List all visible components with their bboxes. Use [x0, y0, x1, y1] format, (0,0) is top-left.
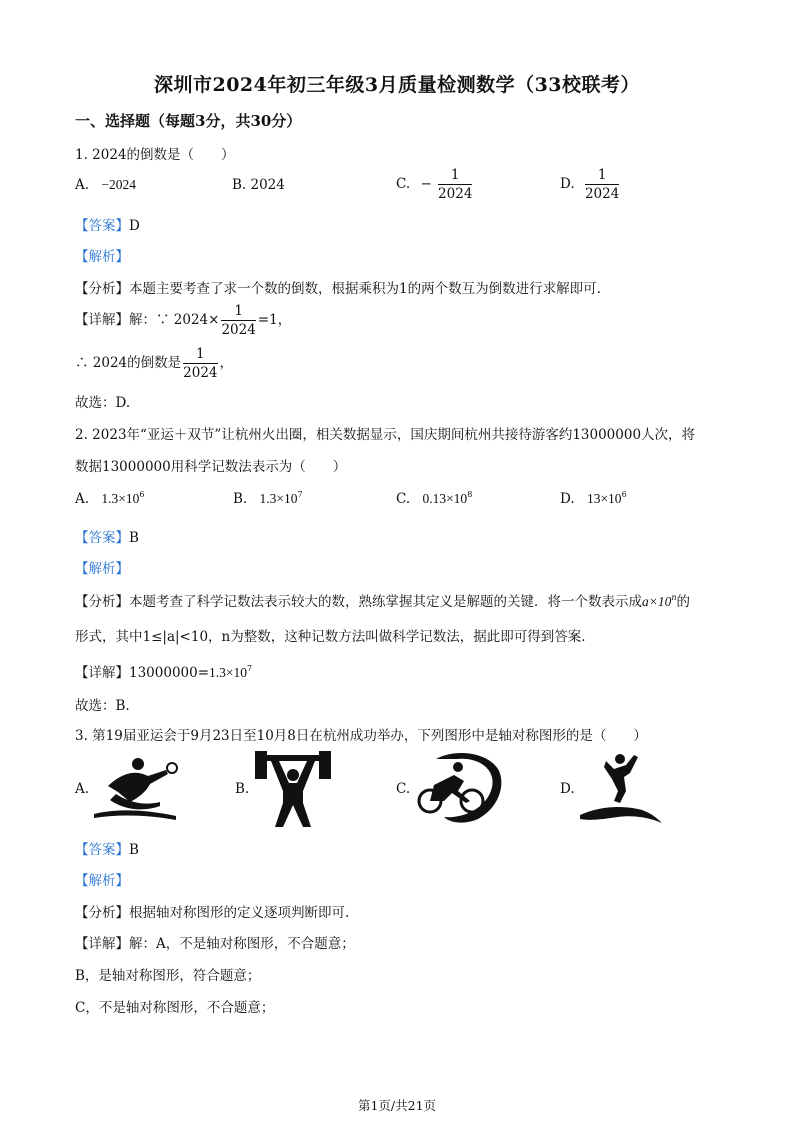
- q1-choose: 故选：D.: [75, 395, 131, 411]
- q2-detail: [75, 661, 252, 681]
- q2-stem-line1: 2. 2023年“亚运＋双节”让杭州火出圈，相关数据显示，国庆期间杭州共接待游客约13000000人次，将: [75, 427, 696, 443]
- q2-detail-pre: 13000000=: [129, 665, 210, 681]
- q2-detail-base: 1.3×10: [209, 665, 248, 680]
- surfer-icon: [578, 747, 663, 827]
- q2-answer-value: B: [129, 530, 139, 546]
- q2-analysis-tag: 【解析】: [75, 561, 129, 577]
- q3-option-b-label: B.: [235, 781, 250, 797]
- q3-analysis-text: 根据轴对称图形的定义逐项判断即可.: [129, 905, 350, 921]
- answer-tag: 【答案】: [75, 218, 129, 234]
- q1-therefore-fraction: [183, 345, 217, 382]
- q2-option-c-exponent: 8: [467, 490, 473, 499]
- q2-analysis-post: 的: [676, 594, 691, 610]
- fraction-denominator: 2024: [183, 365, 218, 381]
- q2-stem-line2: 数据13000000用科学记数法表示为（ ）: [75, 459, 347, 475]
- fenxi-tag: 【分析】: [75, 594, 129, 610]
- detail-tag: 【详解】: [75, 312, 129, 328]
- q2-choose: 故选：B.: [75, 698, 130, 714]
- q1-analysis: [75, 277, 601, 297]
- q2-option-d-exponent: 6: [621, 490, 627, 499]
- q2-option-a-exponent: 6: [139, 490, 145, 499]
- fraction-numerator: 1: [438, 166, 472, 185]
- detail-tag: 【详解】: [75, 665, 129, 681]
- fenxi-tag: 【分析】: [75, 905, 129, 921]
- q3-detail-line1: [75, 932, 355, 952]
- q2-option-c-label: C.: [396, 491, 411, 507]
- q3-option-a-label: A.: [75, 781, 90, 797]
- q1-option-c-label: C.: [396, 176, 411, 192]
- answer-tag: 【答案】: [75, 842, 129, 858]
- q1-option-a-label: A.: [75, 177, 90, 193]
- detail-tag: 【详解】: [75, 936, 129, 952]
- q1-option-d: [560, 166, 621, 203]
- q2-option-b-label: B.: [233, 491, 248, 507]
- page-title: 深圳市2024年初三年级3月质量检测数学（33校联考）: [153, 74, 641, 96]
- q2-analysis-formula-base: a×10: [642, 594, 672, 609]
- q1-option-a-value: −2024: [101, 177, 136, 192]
- q1-detail-pre: 解：∵ 2024×: [129, 312, 220, 328]
- q2-option-a-base: 1.3×10: [101, 491, 140, 506]
- q2-option-d: [560, 490, 627, 507]
- q2-option-a-label: A.: [75, 491, 90, 507]
- q1-therefore: [75, 345, 233, 382]
- q1-stem: 1. 2024的倒数是（ ）: [75, 147, 235, 163]
- q1-option-c-sign: −: [420, 176, 432, 192]
- q1-analysis-tag: 【解析】: [75, 249, 129, 265]
- q2-analysis-line2: 形式，其中1≤|a|<10，n为整数，这种记数方法叫做科学记数法，据此即可得到答案.: [75, 629, 586, 645]
- q3-analysis: [75, 901, 349, 921]
- q2-option-d-base: 13×10: [586, 491, 622, 506]
- q2-analysis-line1: [75, 590, 690, 610]
- q3-detail-line2: B，是轴对称图形，符合题意；: [75, 968, 261, 984]
- q2-analysis-pre: 本题考查了科学记数法表示较大的数，熟练掌握其定义是解题的关键．将一个数表示成: [129, 594, 642, 610]
- q1-therefore-post: ，: [219, 355, 234, 371]
- answer-tag: 【答案】: [75, 530, 129, 546]
- q1-option-c: [396, 166, 474, 203]
- q2-option-d-label: D.: [560, 491, 575, 507]
- fraction-numerator: 1: [183, 345, 217, 364]
- q1-answer: [75, 214, 140, 234]
- q1-option-d-fraction: [585, 166, 619, 203]
- q2-answer: [75, 526, 139, 546]
- q3-detail-text: 解：A，不是轴对称图形，不合题意；: [129, 936, 355, 952]
- fraction-denominator: 2024: [221, 322, 256, 338]
- q3-option-c-label: C.: [396, 781, 411, 797]
- q2-option-b-base: 1.3×10: [259, 491, 298, 506]
- q1-detail-post: =1，: [257, 312, 292, 328]
- cyclist-icon: [414, 747, 504, 827]
- q1-option-c-fraction: [438, 166, 472, 203]
- fraction-denominator: 2024: [584, 186, 620, 202]
- q1-answer-value: D: [129, 218, 140, 234]
- q3-detail-line3: C，不是轴对称图形，不合题意；: [75, 1000, 275, 1016]
- q2-detail-exponent: 7: [247, 664, 253, 673]
- q2-option-c-base: 0.13×10: [422, 491, 468, 506]
- q1-therefore-pre: ∴ 2024的倒数是: [75, 355, 182, 371]
- q2-option-b-exponent: 7: [297, 490, 303, 499]
- q2-analysis-formula-exponent: n: [671, 593, 677, 602]
- page-footer: 第1页/共21页: [357, 1098, 437, 1113]
- q1-analysis-text: 本题主要考查了求一个数的倒数，根据乘积为1的两个数互为倒数进行求解即可.: [129, 281, 601, 297]
- fraction-numerator: 1: [585, 166, 619, 185]
- q2-option-a: [75, 490, 144, 507]
- q2-option-b: [233, 490, 303, 507]
- q3-answer: [75, 838, 139, 858]
- fraction-denominator: 2024: [438, 186, 473, 202]
- q3-option-d-label: D.: [560, 781, 575, 797]
- weightlifter-icon: [253, 745, 333, 830]
- q1-option-b: B. 2024: [232, 177, 285, 193]
- fraction-numerator: 1: [221, 302, 255, 321]
- section-heading: 一、选择题（每题3分，共30分）: [75, 112, 302, 130]
- q3-stem: 3. 第19届亚运会于9月23日至10月8日在杭州成功举办，下列图形中是轴对称图形的是（ ）: [75, 728, 647, 744]
- fenxi-tag: 【分析】: [75, 281, 129, 297]
- q2-option-c: [396, 490, 472, 507]
- q1-detail: [75, 302, 291, 339]
- q1-option-d-label: D.: [560, 176, 575, 192]
- q1-option-a: [75, 177, 136, 193]
- q1-detail-fraction: [221, 302, 255, 339]
- q3-analysis-tag: 【解析】: [75, 873, 129, 889]
- q3-answer-value: B: [129, 842, 139, 858]
- handball-player-icon: [88, 752, 183, 824]
